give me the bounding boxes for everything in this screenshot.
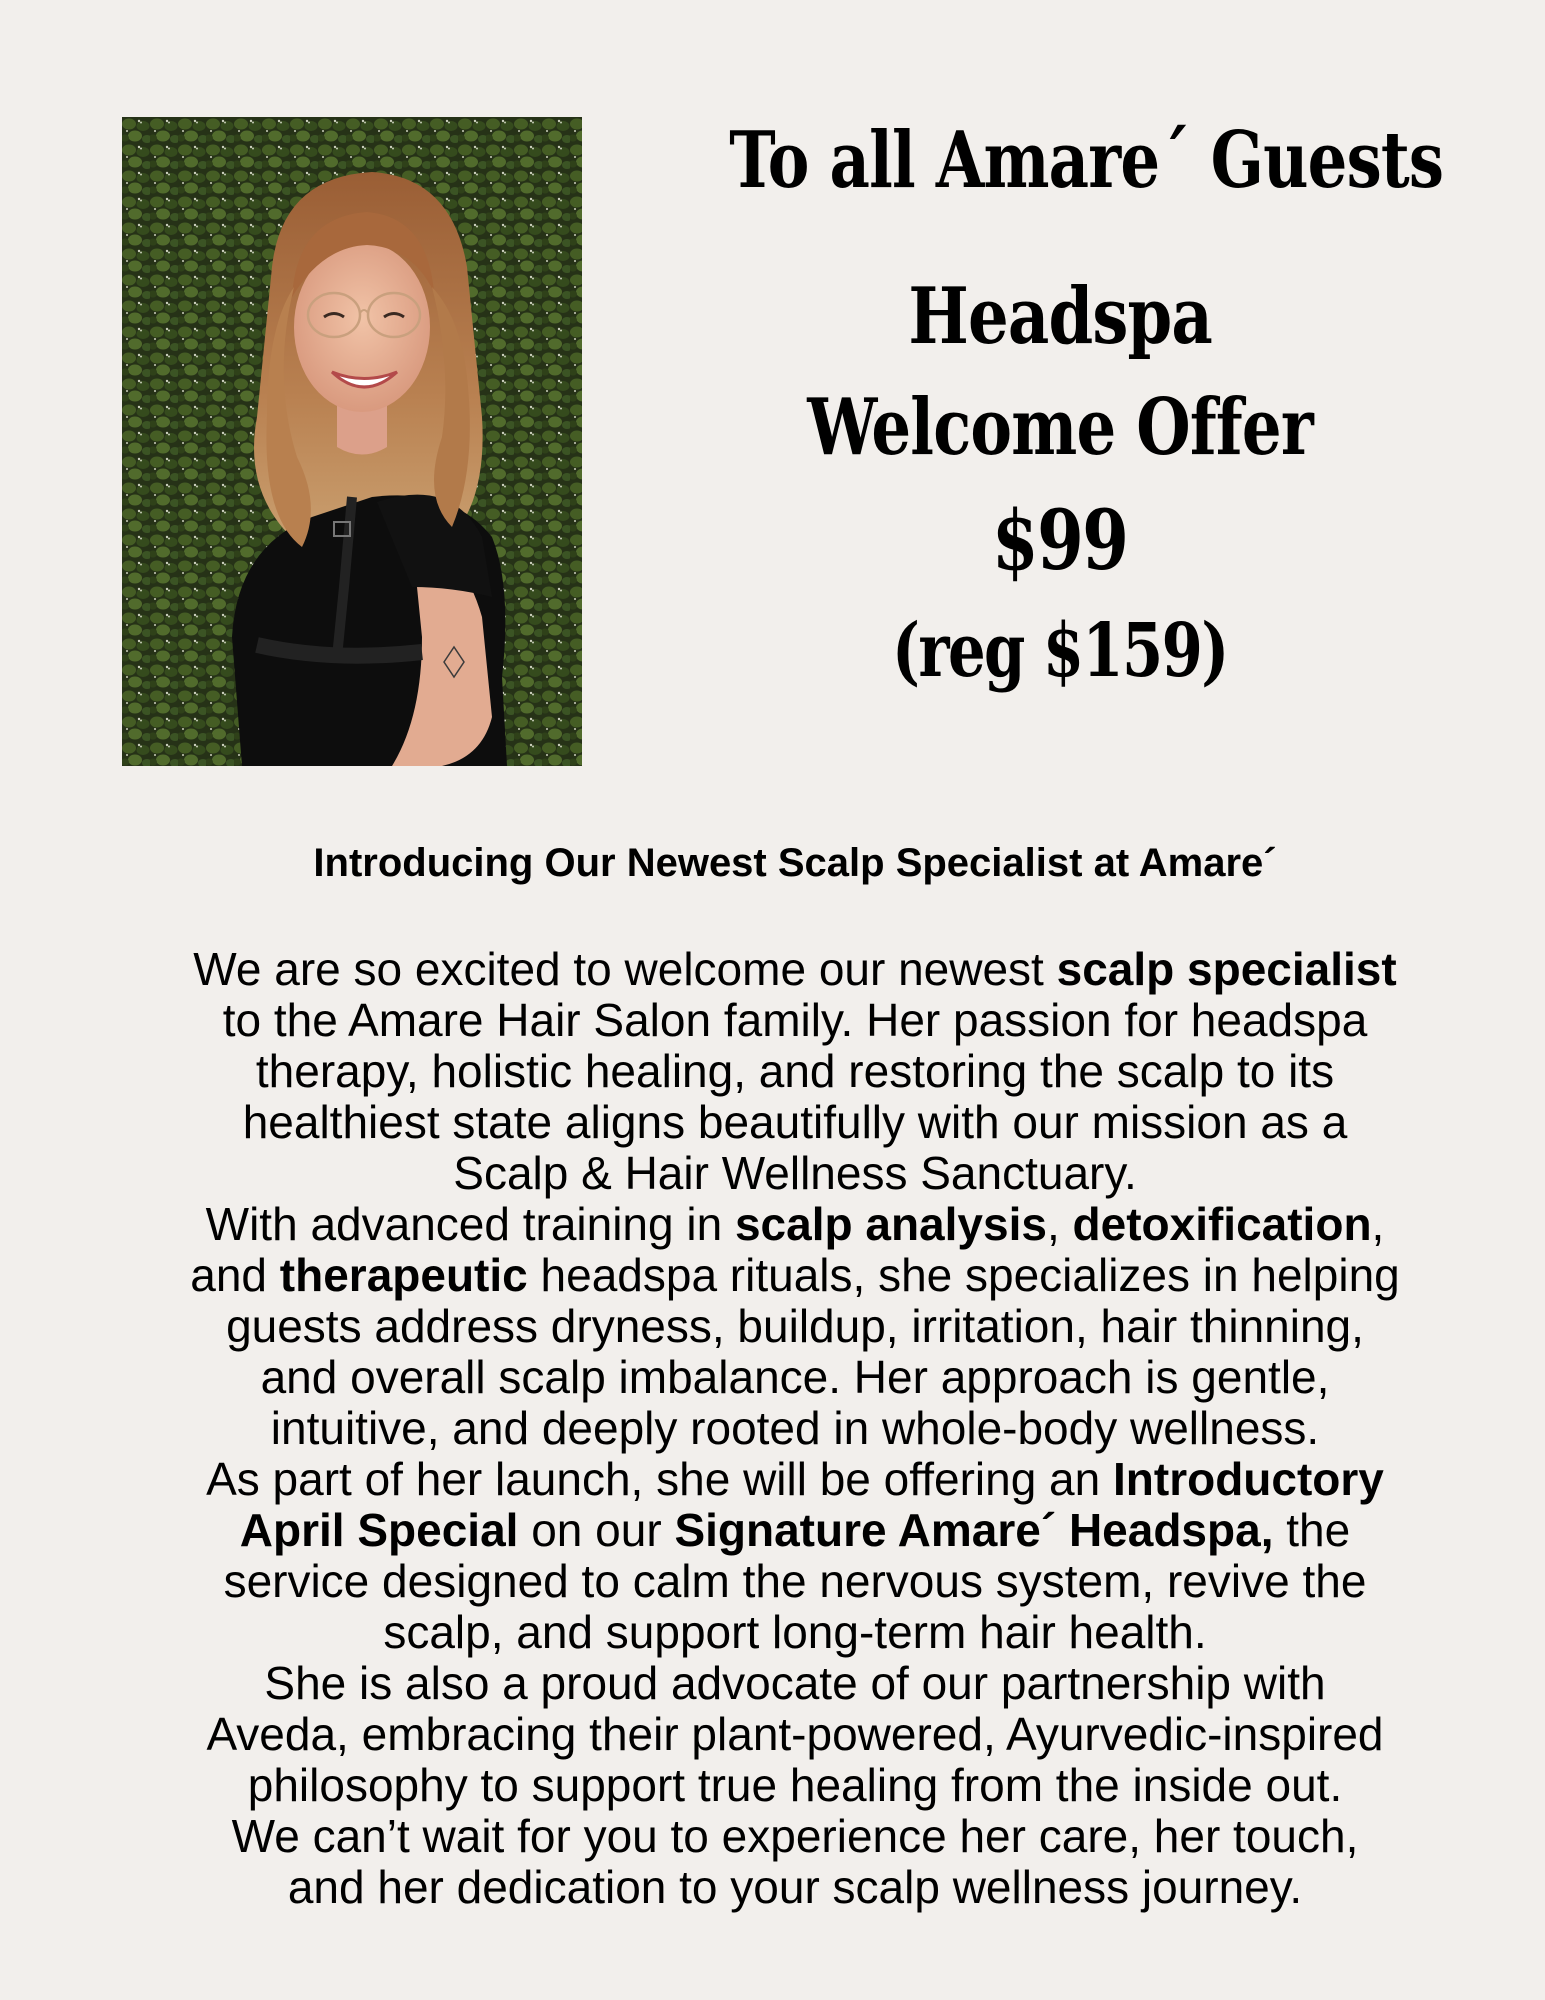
body-emphasis: detoxification: [1072, 1198, 1372, 1250]
body-line: [0, 1403, 1545, 1454]
body-text: the: [1273, 1504, 1351, 1556]
body-emphasis: scalp specialist: [1056, 943, 1397, 995]
offer-price-text: $99: [992, 493, 1128, 589]
offer-name-text: Welcome Offer: [807, 382, 1313, 473]
offer-price: [640, 493, 1480, 589]
body-text: and: [190, 1249, 280, 1301]
body-text: Scalp & Hair Wellness Sanctuary.: [453, 1147, 1137, 1199]
body-emphasis: scalp analysis: [734, 1198, 1047, 1250]
body-line: [0, 1352, 1545, 1403]
body-text: We are so excited to welcome our newest: [193, 943, 1057, 995]
body-text: philosophy to support true healing from the inside out.: [247, 1759, 1343, 1811]
body-line: [0, 1199, 1545, 1250]
body-emphasis: therapeutic: [279, 1249, 528, 1301]
body-text: and overall scalp imbalance. Her approach is gentle,: [260, 1351, 1330, 1403]
body-line: [0, 1505, 1545, 1556]
body-text: on our: [518, 1504, 675, 1556]
section-heading: Introducing Our Newest Scalp Specialist at Amare´: [313, 841, 1277, 885]
regular-price: [640, 608, 1480, 694]
body-text: ,: [1371, 1198, 1385, 1250]
body-text: Aveda, embracing their plant-powered, Ayurvedic-inspired: [206, 1708, 1384, 1760]
offer-service-name: [640, 271, 1480, 362]
body-emphasis: Signature Amare´ Headspa,: [674, 1504, 1274, 1556]
body-emphasis: April Special: [239, 1504, 519, 1556]
body-line: [0, 1658, 1545, 1709]
body-line: [0, 1862, 1545, 1913]
body-text: ,: [1046, 1198, 1073, 1250]
specialist-photo: [122, 117, 582, 766]
body-line: [0, 1046, 1545, 1097]
body-text: intuitive, and deeply rooted in whole-body wellness.: [270, 1402, 1320, 1454]
body-text: headspa rituals, she specializes in helping: [527, 1249, 1400, 1301]
offer-title-text: To all Amare´ Guests: [729, 115, 1444, 206]
body-text: and her dedication to your scalp wellness journey.: [287, 1861, 1303, 1913]
body-text: to the Amare Hair Salon family. Her passion for headspa: [222, 994, 1368, 1046]
body-text: service designed to calm the nervous system, revive the: [223, 1555, 1367, 1607]
body-copy: [0, 944, 1545, 1913]
body-line: [0, 1301, 1545, 1352]
body-line: [0, 1148, 1545, 1199]
regular-price-text: (reg $159): [892, 608, 1228, 694]
body-text: therapy, holistic healing, and restoring the scalp to its: [255, 1045, 1335, 1097]
body-line: [0, 1709, 1545, 1760]
body-line: [0, 995, 1545, 1046]
body-line: [0, 1556, 1545, 1607]
body-line: [0, 1250, 1545, 1301]
body-line: [0, 1760, 1545, 1811]
body-text: She is also a proud advocate of our partnership with: [264, 1657, 1326, 1709]
body-text: healthiest state aligns beautifully with our mission as a: [242, 1096, 1348, 1148]
body-line: [0, 1454, 1545, 1505]
body-text: We can’t wait for you to experience her care, her touch,: [231, 1810, 1359, 1862]
body-line: [0, 1811, 1545, 1862]
offer-title: [640, 115, 1480, 206]
body-line: [0, 1097, 1545, 1148]
body-text: scalp, and support long-term hair health.: [383, 1606, 1207, 1658]
portrait-image: [122, 117, 582, 766]
body-line: [0, 1607, 1545, 1658]
body-emphasis: Introductory: [1113, 1453, 1384, 1505]
body-text: With advanced training in: [205, 1198, 735, 1250]
body-line: [0, 944, 1545, 995]
offer-service-name-text: Headspa: [908, 271, 1212, 362]
offer-name: [640, 382, 1480, 473]
body-text: As part of her launch, she will be offering an: [206, 1453, 1113, 1505]
body-text: guests address dryness, buildup, irritation, hair thinning,: [226, 1300, 1364, 1352]
